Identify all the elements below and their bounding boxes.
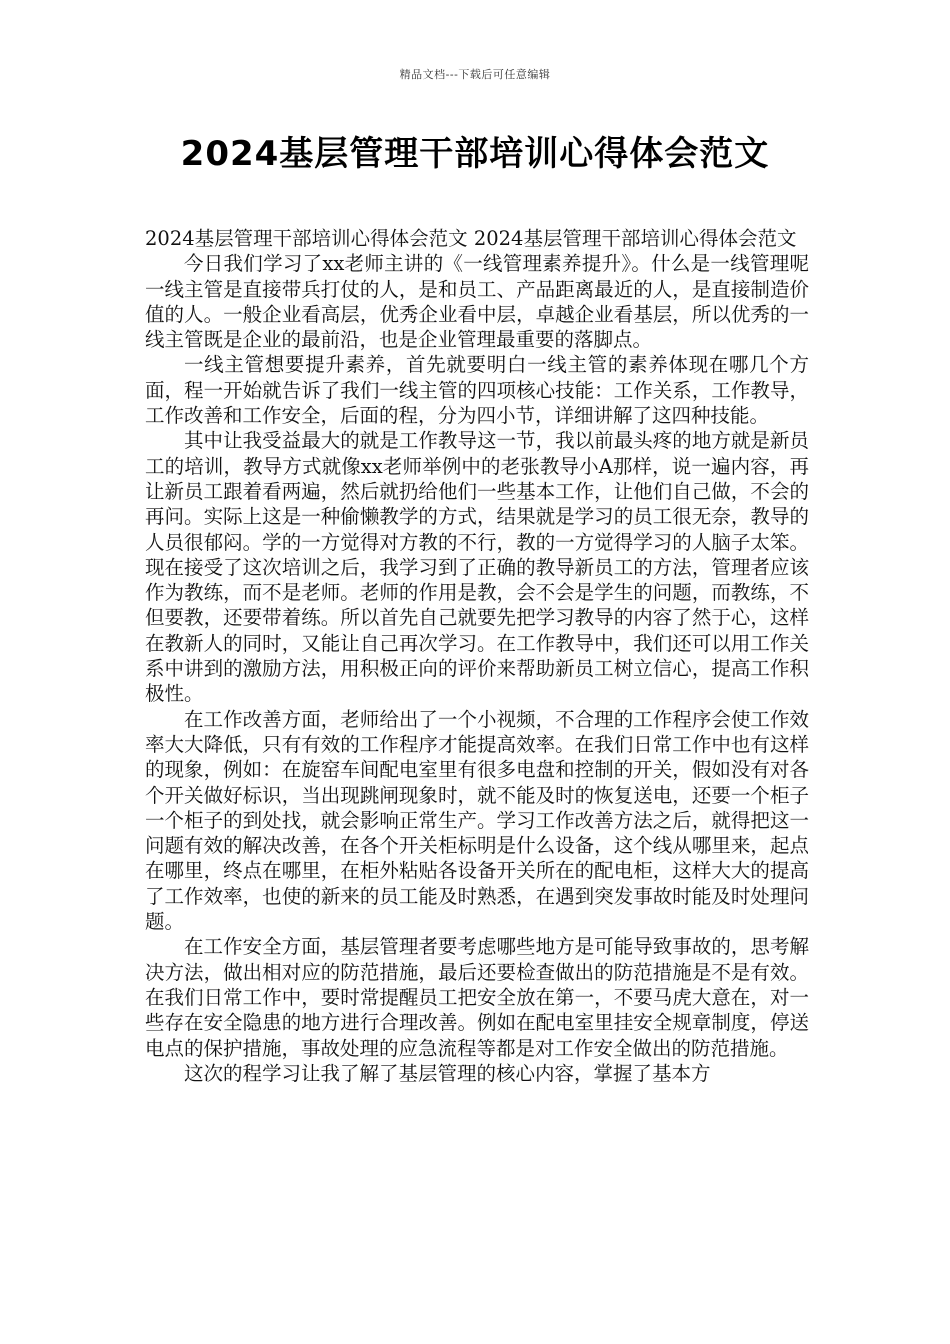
- document-body: [145, 226, 809, 1086]
- paragraph-truncated: 这次的程学习让我了解了基层管理的核心内容，掌握了基本方: [184, 1061, 711, 1085]
- page-header: 精品文档---下载后可任意编辑: [399, 68, 551, 81]
- document-title: 2024基层管理干部培训心得体会范文: [180, 134, 770, 174]
- paragraph: 其中让我受益最大的就是工作教导这一节，我以前最头疼的地方就是新员工的培训，教导方式就像xx老师举例中的老张教导小A那样，说一遍内容，再让新员工跟着看两遍，然后就扔给他们一些基本工作，让他们自己做，不会的再问。实际上这是一种偷懒教学的方式，结果就是学习的员工很无奈，教导的人员很郁闷。学的一方觉得对方教的不行，教的一方觉得学习的人脑子太笨。现在接受了这次培训之后，我学习到了正确的教导新员工的方法，管理者应该作为教练，而不是老师。老师的作用是教，会不会是学生的问题，而教练，不但要教，还要带着练。所以首先自己就要先把学习教导的内容了然于心，这样在教新人的同时，又能让自己再次学习。在工作教导中，我们还可以用工作关系中讲到的激励方法，用积极正向的评价来帮助新员工树立信心，提高工作积极性。: [145, 429, 809, 706]
- paragraph: 在工作安全方面，基层管理者要考虑哪些地方是可能导致事故的，思考解决方法，做出相对应的防范措施，最后还要检查做出的防范措施是不是有效。在我们日常工作中，要时常提醒员工把安全放在第一，不要马虎大意在，对一些存在安全隐患的地方进行合理改善。例如在配电室里挂安全规章制度，停送电点的保护措施，事故处理的应急流程等都是对工作安全做出的防范措施。: [145, 935, 809, 1060]
- paragraph: 在工作改善方面，老师给出了一个小视频，不合理的工作程序会使工作效率大大降低，只有有效的工作程序才能提高效率。在我们日常工作中也有这样的现象，例如：在旋窑车间配电室里有很多电盘和控制的开关，假如没有对各个开关做好标识，当出现跳闸现象时，就不能及时的恢复送电，还要一个柜子一个柜子的到处找，就会影响正常生产。学习工作改善方法之后，就得把这一问题有效的解决改善，在各个开关柜标明是什么设备，这个线从哪里来，起点在哪里，终点在哪里，在柜外粘贴各设备开关所在的配电柜，这样大大的提高了工作效率，也使的新来的员工能及时熟悉，在遇到突发事故时能及时处理问题。: [145, 707, 809, 934]
- paragraph: 一线主管想要提升素养，首先就要明白一线主管的素养体现在哪几个方面，程一开始就告诉了我们一线主管的四项核心技能：工作关系，工作教导，工作改善和工作安全，后面的程，分为四小节，详细讲解了这四种技能。: [145, 353, 809, 428]
- paragraph: 今日我们学习了xx老师主讲的《一线管理素养提升》。什么是一线管理呢一线主管是直接带兵打仗的人，是和员工、产品距离最近的人，是直接制造价值的人。一般企业看高层，优秀企业看中层，卓越企业看基层，所以优秀的一线主管既是企业的最前沿，也是企业管理最重要的落脚点。: [145, 252, 809, 352]
- paragraph-intro: 2024基层管理干部培训心得体会范文 2024基层管理干部培训心得体会范文: [145, 227, 797, 250]
